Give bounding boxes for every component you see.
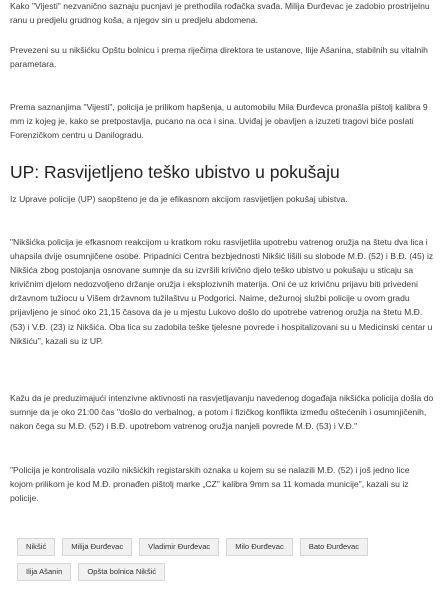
article-paragraph: Prevezeni su u nikšićku Opštu bolnicu i prema riječima direktora te ustanove, Ilije Ašanina, stabilnih su vitalnih parametara. [10, 45, 428, 70]
tag-ilija-asanin[interactable]: Ilija Ašanin [17, 563, 71, 581]
tag-milija-djurdjevac[interactable]: Milija Đurđevac [62, 538, 132, 556]
tag-niksic[interactable]: Nikšić [17, 538, 55, 556]
tag-vladimir-djurdjevac[interactable]: Vladimir Đurđevac [139, 538, 219, 556]
article-paragraph: Kako "Vijesti" nezvanično saznaju pucnjavi je prethodila rođačka svađa. Milija Đurđevac je zadobio prostrijelnu ranu u predjelu grudnog koša, a njegov sin u predjelu abdomena. [10, 1, 430, 26]
tag-row [17, 538, 417, 556]
tag-list [17, 538, 417, 588]
tag-bato-djurdjevac[interactable]: Bato Đurđevac [300, 538, 368, 556]
article-paragraph: "Nikšićka policija je efkasnom reakcijom u kratkom roku rasvijetlila upotrebu vatrenog oružja na štetu dva lica i uhapsila dvije osumnjičene osobe. Pripadnici Centra bezbjednosti Nikšić lišili su slobode M.Đ. (52) i B.Đ. (45) iz Nikšića zbog postojanja osnovane sumnje da su izvršili krivično djelo teško ubistvo u pokušaju u sticaju sa krivičnim djelom nedozvoljeno držanje oružja i eksplozivnih materija. Oni će uz krivičnu prijavu biti privedeni državnom tužiocu u Višem državnom tužilaštvu u Podgorici. Naime, dežurnoj službi policije u ovom gradu prijavljeno je sinoć oko 21,15 časova da je u mjestu Lukovo došlo do upotrebe vatrenog oružja na štetu M.Đ. (53) i V.Đ. (23) iz Nikšića. Oba lica su zadobila teške tjelesne povrede i hospitalizovani su u Medicinski centar u Nikšiću", kazali su iz UP. [10, 237, 434, 346]
section-heading: UP: Rasvijetljeno teško ubistvo u pokušaju [10, 162, 340, 182]
tag-row [17, 563, 417, 581]
article-paragraph: Iz Uprave policije (UP) saopšteno je da je efikasnom akcijom rasvijetljen pokušaj ubistva. [10, 194, 348, 204]
article-paragraph: "Policija je kontrolisala vozilo nikšićkih registarskih oznaka u kojem su se nalazili M.Đ. (52) i još jedno lice kojom prilikom je kod M.Đ. pronađen pištolj marke „CZ" kalibra 9mm sa 11 komada municije", kazali su iz policije. [10, 465, 410, 504]
tag-opsta-bolnica-niksic[interactable]: Opšta bolnica Nikšić [78, 563, 165, 581]
article-paragraph: Kažu da je preduzimajući intenzivne aktivnosti na rasvjetljavanju navedenog događaja nikšićka policija došla do sumnje da je oko 21:00 čas "došlo do verbalnog, a potom i fizičkog konflikta između oštećenih i osumnjičenih, nakon čega su M.Đ. (52) i B.Đ. upotrebom vatrenog oružja nanjeli povrede M.Đ. (53) i V.Đ." [10, 393, 434, 432]
tag-milo-djurdjevac[interactable]: Milo Đurđevac [226, 538, 293, 556]
article-paragraph: Prema saznanjima "Vijesti", policija je prilikom hapšenja, u automobilu Mila Đurđevca pronašla pištolj kalibra 9 mm iz kojeg je, kako se pretpostavlja, pucano na oca i sina. Uviđaj je obavljen a izuzeti tragovi biće poslati Forenzičkom centru u Danilogradu. [10, 102, 428, 141]
